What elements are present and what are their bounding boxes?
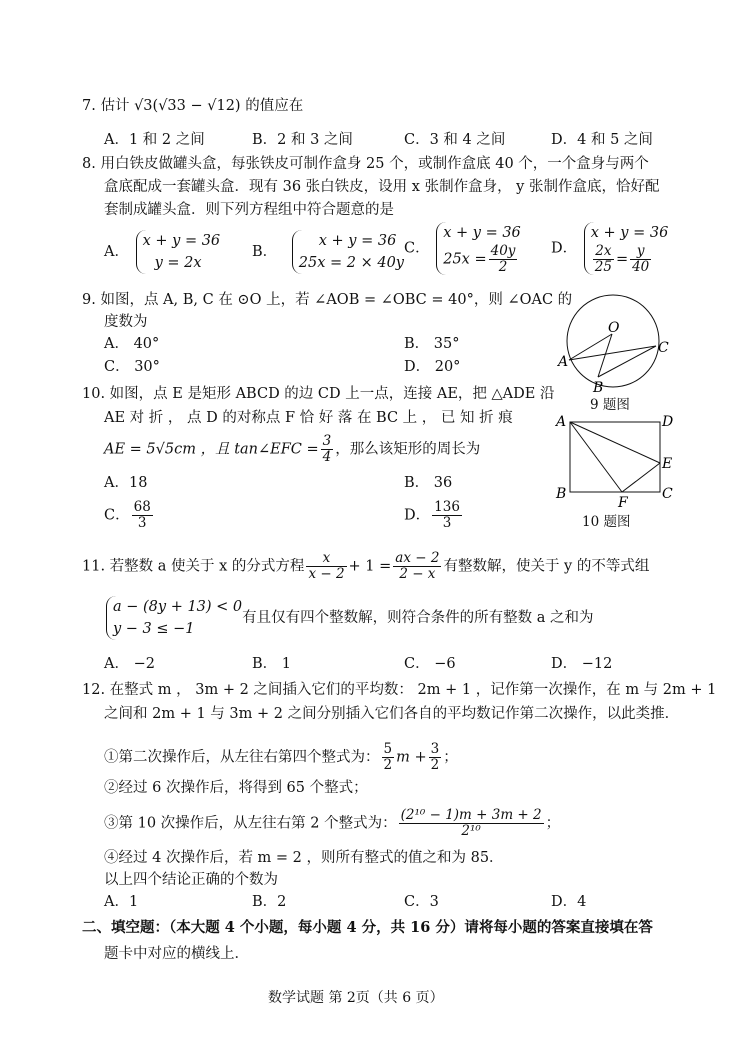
q10-option-b: B． 36 (404, 475, 453, 491)
q9-line-2: 度数为 (104, 314, 148, 330)
q7-option-b: B．2 和 3 之间 (252, 132, 353, 148)
q9-option-a: A． 40° (104, 336, 160, 352)
q12-option-d: D．4 (551, 894, 587, 910)
q8-line-2: 盒底配成一套罐头盒．现有 36 张白铁皮，设用 x 张制作盒身， y 张制作盒底，恰好配 (104, 179, 660, 195)
q11-line-2: a − (8y + 13) < 0 y − 3 ≤ −1 有且仅有四个整数解，则符合条件的所有整数 a 之和为 (104, 596, 594, 640)
q12-line-2: 之间和 2m + 1 与 3m + 2 之间分别插入它们各自的平均数记作第二次操作，以此类推． (104, 706, 680, 722)
q10-rectangle-figure (552, 410, 682, 510)
q8-line-3: 套制成罐头盒．则下列方程组中符合题意的是 (104, 202, 394, 218)
segment-af (570, 422, 622, 492)
q12-line-1: 12. 在整式 m ， 3m + 2 之间插入它们的平均数： 2m + 1 ，记作第一次操作，在 m 与 2m + 1 (82, 682, 717, 698)
q8-option-c-system: x + y = 36 25x = $\frac{40y}{2}$ (436, 222, 521, 275)
q12-statement-4: ④经过 4 次操作后，若 m = 2 ，则所有整式的值之和为 85． (104, 850, 504, 866)
section-2-heading: 二、填空题：（本大题 4 个小题，每小题 4 分，共 16 分）请将每小题的答案直接填在答 (82, 919, 653, 936)
q7-option-c: C．3 和 4 之间 (404, 132, 506, 148)
q8-line-1: 8. 用白铁皮做罐头盒，每张铁皮可制作盒身 25 个，或制作盒底 40 个，一个盒身与两个 (82, 156, 649, 172)
q9-circle-figure (556, 290, 676, 402)
q7-stem: 7. 估计 √3(√33 − √12) 的值应在 (82, 98, 304, 114)
q10-line-1: 10. 如图，点 E 是矩形 ABCD 的边 CD 上一点，连接 AE，把 △ADE 沿 (82, 386, 555, 402)
q11-option-c: C． −6 (404, 656, 456, 672)
point-label-f: F (618, 495, 628, 510)
q9-line-1: 9. 如图，点 A, B, C 在 ⊙O 上，若 ∠AOB = ∠OBC = 40°，则 ∠OAC 的 (82, 292, 573, 308)
q12-option-a: A．1 (104, 894, 139, 910)
q8-option-b: B． x + y = 36 25x = 2 × 40y (252, 230, 404, 274)
section-2-line-2: 题卡中对应的横线上． (104, 946, 249, 962)
q10-line-3: AE = 5√5cm ，且 tan∠EFC = $\frac{3}{4}$ ，那么该矩形的周长为 (104, 433, 481, 465)
q10-line-2: AE 对 折 ， 点 D 的对称点 F 恰 好 落 在 BC 上 ， 已 知 折 痕 (104, 410, 513, 426)
segment-ae (570, 422, 660, 463)
q9-option-b: B． 35° (404, 336, 460, 352)
segment-fe (622, 463, 660, 492)
q8-option-d-system: x + y = 36 $\frac{2x}{25}$ = $\frac{y}{40}$ (584, 222, 669, 275)
q7-option-d: D．4 和 5 之间 (551, 132, 653, 148)
point-label-a: A (558, 354, 569, 370)
q12-statement-5: 以上四个结论正确的个数为 (104, 872, 278, 888)
q9-option-c: C． 30° (104, 359, 160, 375)
point-label-a: A (556, 414, 567, 430)
circle-o (567, 295, 659, 387)
q9-figure-caption: 9 题图 (590, 397, 630, 413)
page-footer: 数学试题 第 2页（共 6 页） (268, 990, 444, 1006)
q11-inequality-system: a − (8y + 13) < 0 y − 3 ≤ −1 (106, 596, 242, 640)
q12-statement-3: ③第 10 次操作后，从左往右第 2 个整式为： $\frac{\text{(2¹⁰ − 1)m + 3m + 2}}{\text{2¹⁰}}$ ； (104, 807, 561, 839)
q10-figure-caption: 10 题图 (582, 514, 631, 530)
q11-line-1: 11. 若整数 a 使关于 x 的分式方程 $\frac{x}{x - 2}$ + 1 = $\frac{ax - 2}{2 - x}$ 有整数解，使关于 y 的不等式组 (82, 550, 650, 582)
point-label-o: O (608, 320, 620, 336)
q8-option-d: D． x + y = 36 $\frac{2x}{25}$ = $\frac{y}{40}$ (551, 222, 668, 275)
point-label-e: E (662, 456, 673, 472)
point-label-b: B (556, 486, 567, 502)
q12-option-b: B．2 (252, 894, 287, 910)
q10-option-d: D． $\frac{136}{3}$ (404, 499, 460, 531)
point-label-b: B (593, 380, 604, 396)
point-label-c: C (662, 486, 673, 502)
q11-option-b: B． 1 (252, 656, 291, 672)
q10-option-c: C． $\frac{68}{3}$ (104, 499, 151, 531)
point-label-c: C (658, 340, 669, 356)
q12-statement-1: ①第二次操作后，从左往右第四个整式为： $\frac{5}{2}$ m + $\frac{3}{2}$ ； (104, 741, 458, 773)
q12-statement-2: ②经过 6 次操作后，将得到 65 个整式； (104, 780, 368, 796)
q7-option-a: A．1 和 2 之间 (104, 132, 205, 148)
q12-option-c: C．3 (404, 894, 439, 910)
q9-option-d: D． 20° (404, 359, 461, 375)
q10-option-a: A．18 (104, 475, 148, 491)
q11-option-a: A． −2 (104, 656, 155, 672)
q11-option-d: D． −12 (551, 656, 613, 672)
q8-option-a-system: x + y = 36 y = 2x (136, 230, 221, 274)
q8-option-c: C． x + y = 36 25x = $\frac{40y}{2}$ (404, 222, 521, 275)
q8-option-b-system: x + y = 36 25x = 2 × 40y (292, 230, 404, 274)
point-label-d: D (662, 414, 674, 430)
q8-option-a: A． x + y = 36 y = 2x (104, 230, 220, 274)
